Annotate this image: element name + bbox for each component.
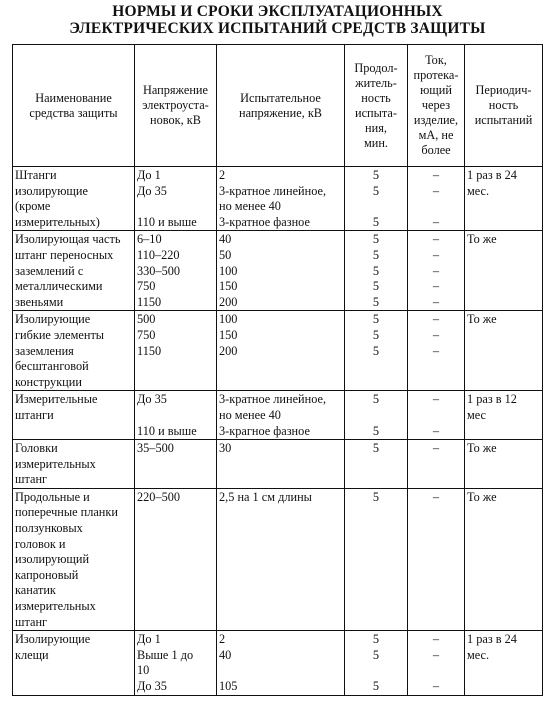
header-leak-current xyxy=(408,45,465,167)
cell-line: гибкие элементы xyxy=(15,327,105,342)
cell-line: 5 xyxy=(372,392,380,407)
cell-line: 2,5 на 1 см длины xyxy=(219,489,312,504)
cell-line: но менее 40 xyxy=(219,199,281,214)
header-test-duration xyxy=(345,45,408,167)
cell-line: Штанги xyxy=(15,168,57,182)
header-line: житель- xyxy=(355,75,397,90)
cell-installation-voltage xyxy=(135,231,217,311)
cell-line: измерительных) xyxy=(15,214,100,229)
cell-line: 35–500 xyxy=(137,441,174,456)
cell-leak-current xyxy=(408,440,465,489)
cell-test-period xyxy=(465,231,543,311)
cell-test-voltage xyxy=(217,631,345,695)
cell-test-period xyxy=(465,631,543,695)
cell-line: 5 xyxy=(372,183,380,198)
cell-line: изолирующий xyxy=(15,552,90,567)
table-row xyxy=(13,311,543,391)
header-test-period xyxy=(465,45,543,167)
cell-line: мес. xyxy=(467,183,490,198)
cell-line: 500 xyxy=(137,312,156,327)
cell-test-period xyxy=(465,311,543,391)
cell-line: 110 и выше xyxy=(137,214,197,229)
header-line: ющий xyxy=(420,83,452,97)
cell-installation-voltage xyxy=(135,488,217,630)
cell-line: – xyxy=(432,647,440,662)
cell-line: штанги xyxy=(15,407,54,422)
header-line: Наименование xyxy=(35,90,112,105)
cell-line: До 35 xyxy=(137,392,167,407)
cell-line: 150 xyxy=(219,327,238,342)
cell-line: До 1 xyxy=(137,632,161,647)
header-line: испытаний xyxy=(474,113,533,127)
cell-line: 5 xyxy=(372,679,380,693)
cell-protection-means xyxy=(13,311,135,391)
cell-line: Изолирующие xyxy=(15,312,91,327)
cell-test-period xyxy=(465,440,543,489)
cell-line: 1 раз в 12 xyxy=(467,392,517,407)
cell-leak-current xyxy=(408,631,465,695)
cell-line: мес xyxy=(467,407,487,422)
cell-line: 3-кратное линейное, xyxy=(219,183,327,198)
page-title: НОРМЫ И СРОКИ ЭКСПЛУАТАЦИОННЫХ xyxy=(112,3,443,20)
cell-test-duration xyxy=(345,391,408,440)
cell-line: 5 xyxy=(372,489,380,504)
cell-line: 30 xyxy=(219,441,232,456)
cell-line: 750 xyxy=(137,327,156,342)
cell-line: – xyxy=(432,279,440,294)
cell-test-period xyxy=(465,391,543,440)
cell-line: 3-кратное линейное, xyxy=(219,392,327,407)
cell-line: – xyxy=(432,247,440,262)
cell-line: 3-кратное фазное xyxy=(219,214,310,229)
cell-line: 50 xyxy=(219,247,232,262)
table-row xyxy=(13,440,543,489)
header-line: более xyxy=(421,143,451,157)
cell-line: мес. xyxy=(467,647,490,662)
cell-line: 150 xyxy=(219,279,238,294)
cell-protection-means xyxy=(13,231,135,311)
cell-leak-current xyxy=(408,311,465,391)
cell-line: 750 xyxy=(137,279,156,294)
cell-test-voltage xyxy=(217,440,345,489)
cell-line: То же xyxy=(467,489,497,504)
cell-line: То же xyxy=(467,232,497,247)
cell-line: измерительных xyxy=(15,456,96,471)
header-test-voltage xyxy=(217,45,345,167)
cell-line: – xyxy=(432,232,440,247)
cell-line: Продольные и xyxy=(15,489,90,504)
cell-line: 5 xyxy=(372,263,380,278)
cell-line: звеньями xyxy=(15,294,64,309)
cell-test-duration xyxy=(345,631,408,695)
cell-line: 40 xyxy=(219,647,232,662)
cell-installation-voltage xyxy=(135,440,217,489)
cell-test-duration xyxy=(345,488,408,630)
cell-line: 5 xyxy=(372,632,380,647)
cell-line: – xyxy=(432,263,440,278)
cell-line: – xyxy=(432,423,440,438)
cell-line: 1 раз в 24 xyxy=(467,632,517,647)
cell-installation-voltage xyxy=(135,631,217,695)
table-row xyxy=(13,488,543,630)
cell-leak-current xyxy=(408,391,465,440)
cell-line: измерительных xyxy=(15,599,96,614)
header-line: Напряжение xyxy=(143,83,208,97)
cell-line: 110–220 xyxy=(137,247,180,262)
cell-line: конструкции xyxy=(15,374,82,389)
norms-table xyxy=(12,44,543,696)
cell-line: канатик xyxy=(15,583,56,598)
cell-test-duration xyxy=(345,231,408,311)
cell-line: 100 xyxy=(219,312,238,327)
cell-line: 5 xyxy=(372,294,380,309)
header-line: изделие, xyxy=(413,113,459,127)
cell-line: поперечные планки xyxy=(15,505,118,520)
cell-test-period xyxy=(465,488,543,630)
cell-protection-means xyxy=(13,488,135,630)
header-line: Периодич- xyxy=(475,83,532,97)
cell-line: 100 xyxy=(219,263,238,278)
header-line: новок, кВ xyxy=(150,113,201,127)
cell-line: 1150 xyxy=(137,343,162,358)
cell-line: 5 xyxy=(372,327,380,342)
table-header-row xyxy=(13,45,543,167)
cell-line: 3-крагное фазное xyxy=(219,423,310,438)
table-row xyxy=(13,167,543,231)
header-line: испыта- xyxy=(355,105,397,120)
header-line: Испытательное xyxy=(240,90,321,105)
cell-line: 5 xyxy=(372,647,380,662)
cell-line: 200 xyxy=(219,294,238,309)
cell-line: ползунковых xyxy=(15,521,83,536)
cell-line xyxy=(410,408,462,424)
table-row xyxy=(13,391,543,440)
header-line: протека- xyxy=(413,68,459,82)
cell-line: клещи xyxy=(15,647,49,662)
cell-line: До 35 xyxy=(137,183,167,198)
cell-line: Головки xyxy=(15,441,58,456)
cell-line: 5 xyxy=(372,232,380,247)
cell-line: 2 xyxy=(219,632,226,647)
cell-line: 5 xyxy=(372,343,380,358)
cell-line xyxy=(347,408,405,424)
cell-line: 2 xyxy=(219,168,226,182)
cell-line xyxy=(219,663,342,679)
cell-installation-voltage xyxy=(135,311,217,391)
cell-line: Измерительные xyxy=(15,392,98,407)
cell-test-voltage xyxy=(217,391,345,440)
cell-line xyxy=(347,663,405,679)
cell-line xyxy=(410,663,462,679)
cell-test-duration xyxy=(345,167,408,231)
cell-line: – xyxy=(432,489,440,504)
header-line: напряжение, кВ xyxy=(239,105,322,120)
cell-line: – xyxy=(432,312,440,327)
cell-line: Изолирующие xyxy=(15,632,91,647)
cell-line: 5 xyxy=(372,214,380,229)
cell-test-duration xyxy=(345,311,408,391)
cell-test-period xyxy=(465,167,543,231)
cell-test-duration xyxy=(345,440,408,489)
header-line: средства защиты xyxy=(29,105,118,120)
cell-leak-current xyxy=(408,167,465,231)
cell-line: 5 xyxy=(372,247,380,262)
cell-line: металлическими xyxy=(15,279,103,294)
cell-line: 1150 xyxy=(137,294,162,309)
header-line: ность xyxy=(488,98,519,112)
cell-line: – xyxy=(432,168,440,182)
cell-protection-means xyxy=(13,440,135,489)
cell-line: До 1 xyxy=(137,168,161,182)
cell-line: То же xyxy=(467,441,497,456)
header-line: электроуста- xyxy=(142,98,209,112)
header-protection-means xyxy=(13,45,135,167)
cell-line: бесштанговой xyxy=(15,359,89,374)
cell-line: 105 xyxy=(219,679,238,693)
cell-test-voltage xyxy=(217,167,345,231)
header-line: мин. xyxy=(363,135,389,150)
cell-line: штанг xyxy=(15,614,48,629)
cell-line: – xyxy=(432,214,440,229)
cell-line: 110 и выше xyxy=(137,423,197,438)
cell-line: – xyxy=(432,632,440,647)
cell-line: 40 xyxy=(219,232,232,247)
cell-line: головок и xyxy=(15,536,66,551)
cell-line: (кроме xyxy=(15,199,51,214)
header-line: Ток, xyxy=(425,53,447,67)
cell-line: заземлений с xyxy=(15,263,84,278)
cell-line: Выше 1 до xyxy=(137,647,194,662)
cell-installation-voltage xyxy=(135,391,217,440)
cell-line: 5 xyxy=(372,312,380,327)
cell-line: капроновый xyxy=(15,567,79,582)
cell-line: но менее 40 xyxy=(219,407,281,422)
header-line: через xyxy=(421,98,451,112)
header-line: Продол- xyxy=(354,60,398,75)
cell-line xyxy=(137,408,214,424)
cell-line xyxy=(137,199,214,215)
cell-line: 200 xyxy=(219,343,238,358)
cell-line: Изолирующая часть xyxy=(15,232,121,247)
cell-leak-current xyxy=(408,231,465,311)
cell-line: 330–500 xyxy=(137,263,181,278)
table-row xyxy=(13,231,543,311)
cell-line: 5 xyxy=(372,423,380,438)
cell-line: До 35 xyxy=(137,679,167,693)
header-line: ния, xyxy=(365,120,387,135)
cell-line: 10 xyxy=(137,663,150,678)
cell-line: 6–10 xyxy=(137,232,162,247)
cell-test-voltage xyxy=(217,488,345,630)
header-line: ность xyxy=(361,90,391,105)
cell-line: 5 xyxy=(372,279,380,294)
cell-line: 5 xyxy=(372,441,380,456)
cell-line: – xyxy=(432,392,440,407)
cell-line: штанг xyxy=(15,472,48,487)
cell-line: 220–500 xyxy=(137,489,181,504)
cell-line: – xyxy=(432,343,440,358)
header-line: мА, не xyxy=(418,128,454,142)
cell-installation-voltage xyxy=(135,167,217,231)
page-subtitle: ЭЛЕКТРИЧЕСКИХ ИСПЫТАНИЙ СРЕДСТВ ЗАЩИТЫ xyxy=(69,20,486,37)
cell-test-voltage xyxy=(217,231,345,311)
cell-leak-current xyxy=(408,488,465,630)
cell-line: – xyxy=(432,441,440,456)
cell-protection-means xyxy=(13,391,135,440)
cell-line: То же xyxy=(467,312,497,327)
cell-line: – xyxy=(432,294,440,309)
cell-line: – xyxy=(432,679,440,693)
cell-line xyxy=(347,199,405,215)
cell-line: заземления xyxy=(15,343,74,358)
header-installation-voltage xyxy=(135,45,217,167)
cell-protection-means xyxy=(13,167,135,231)
cell-line: 5 xyxy=(372,168,380,182)
cell-line: – xyxy=(432,183,440,198)
cell-line xyxy=(410,199,462,215)
cell-test-voltage xyxy=(217,311,345,391)
cell-line: штанг переносных xyxy=(15,247,114,262)
cell-protection-means xyxy=(13,631,135,695)
cell-line: изолирующие xyxy=(15,183,88,198)
cell-line: – xyxy=(432,327,440,342)
cell-line: 1 раз в 24 xyxy=(467,168,517,182)
table-row xyxy=(13,631,543,695)
